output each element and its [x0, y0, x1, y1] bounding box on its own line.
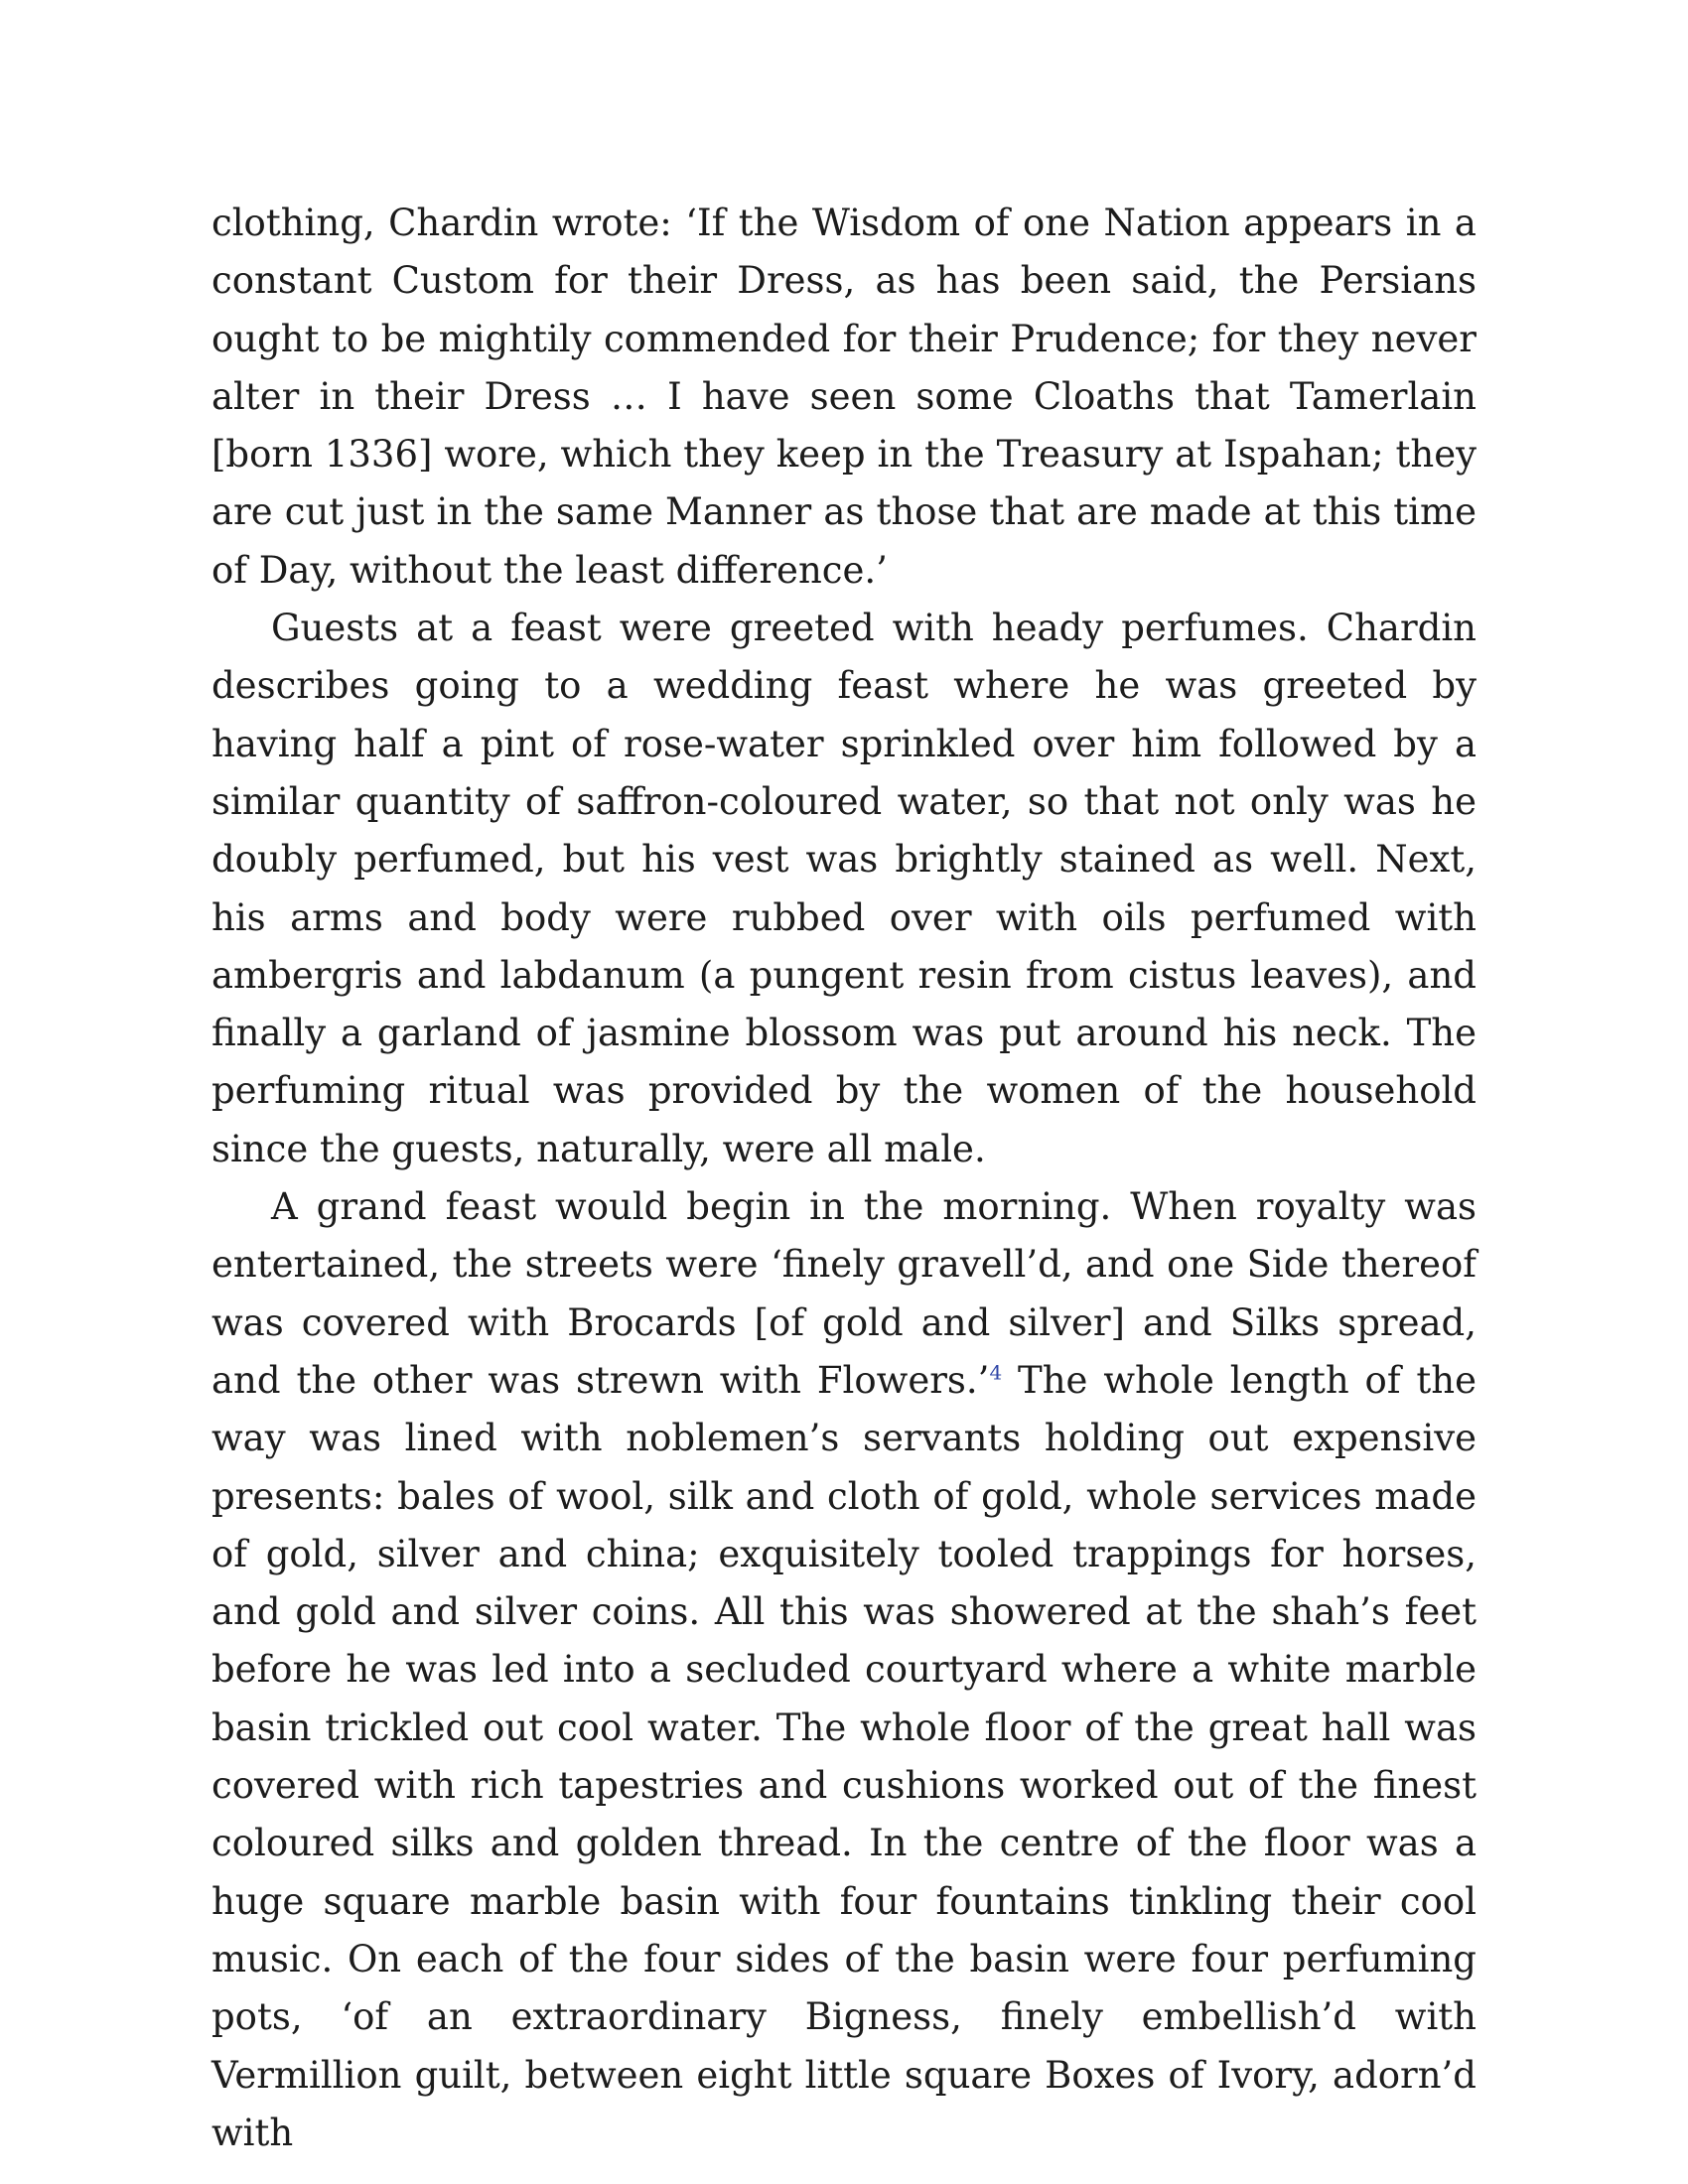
paragraph-chardin-clothing: clothing, Chardin wrote: ‘If the Wisdom of one Nation appears in a constant Custom for their Dress, as has been said, the Persians ought to be mightily commended for their Prudence; for they never alter in their Dress … I have seen some Cloaths that Tamerlain [born 1336] wore, which they keep in the Treasury at Ispahan; they are cut just in the same Manner as those that are made at this time of Day, without the least difference.’ [211, 202, 1477, 592]
footnote-reference-link[interactable]: 4 [989, 1360, 1003, 1385]
paragraph-grand-feast [211, 1178, 1477, 2162]
paragraph-grand-feast-text-end: The whole length of the way was lined with noblemen’s servants holding out expensive presents: bales of wool, silk and cloth of gold, whole services made of gold, silver and china; exquisitely tooled trappings for horses, and gold and silver coins. All this was showered at the shah’s feet before he was led into a secluded courtyard where a white marble basin trickled out cool water. The whole floor of the great hall was covered with rich tapestries and cushions worked out of the finest coloured silks and golden thread. In the centre of the floor was a huge square marble basin with four fountains tinkling their cool music. On each of the four sides of the basin were four perfuming pots, ‘of an extraordinary Bigness, finely embellish’d with Vermillion guilt, between eight little square Boxes of Ivory, adorn’d with [211, 1358, 1477, 2154]
paragraph-grand-feast-text-start: A grand feast would begin in the morning. When royalty was entertained, the streets were ‘finely gravell’d, and one Side thereof was covered with Brocards [of gold and silver] and Silks spread, and the other was strewn with Flowers.’ [211, 1185, 1477, 1402]
body-text [211, 195, 1477, 2162]
paragraph-feast-perfumes: Guests at a feast were greeted with heady perfumes. Chardin describes going to a wedding feast where he was greeted by having half a pint of rose-water sprinkled over him followed by a similar quantity of saffron-coloured water, so that not only was he doubly perfumed, but his vest was brightly stained as well. Next, his arms and body were rubbed over with oils perfumed with ambergris and labdanum (a pungent resin from cistus leaves), and finally a garland of jasmine blossom was put around his neck. The perfuming ritual was provided by the women of the household since the guests, naturally, were all male. [211, 607, 1477, 1170]
